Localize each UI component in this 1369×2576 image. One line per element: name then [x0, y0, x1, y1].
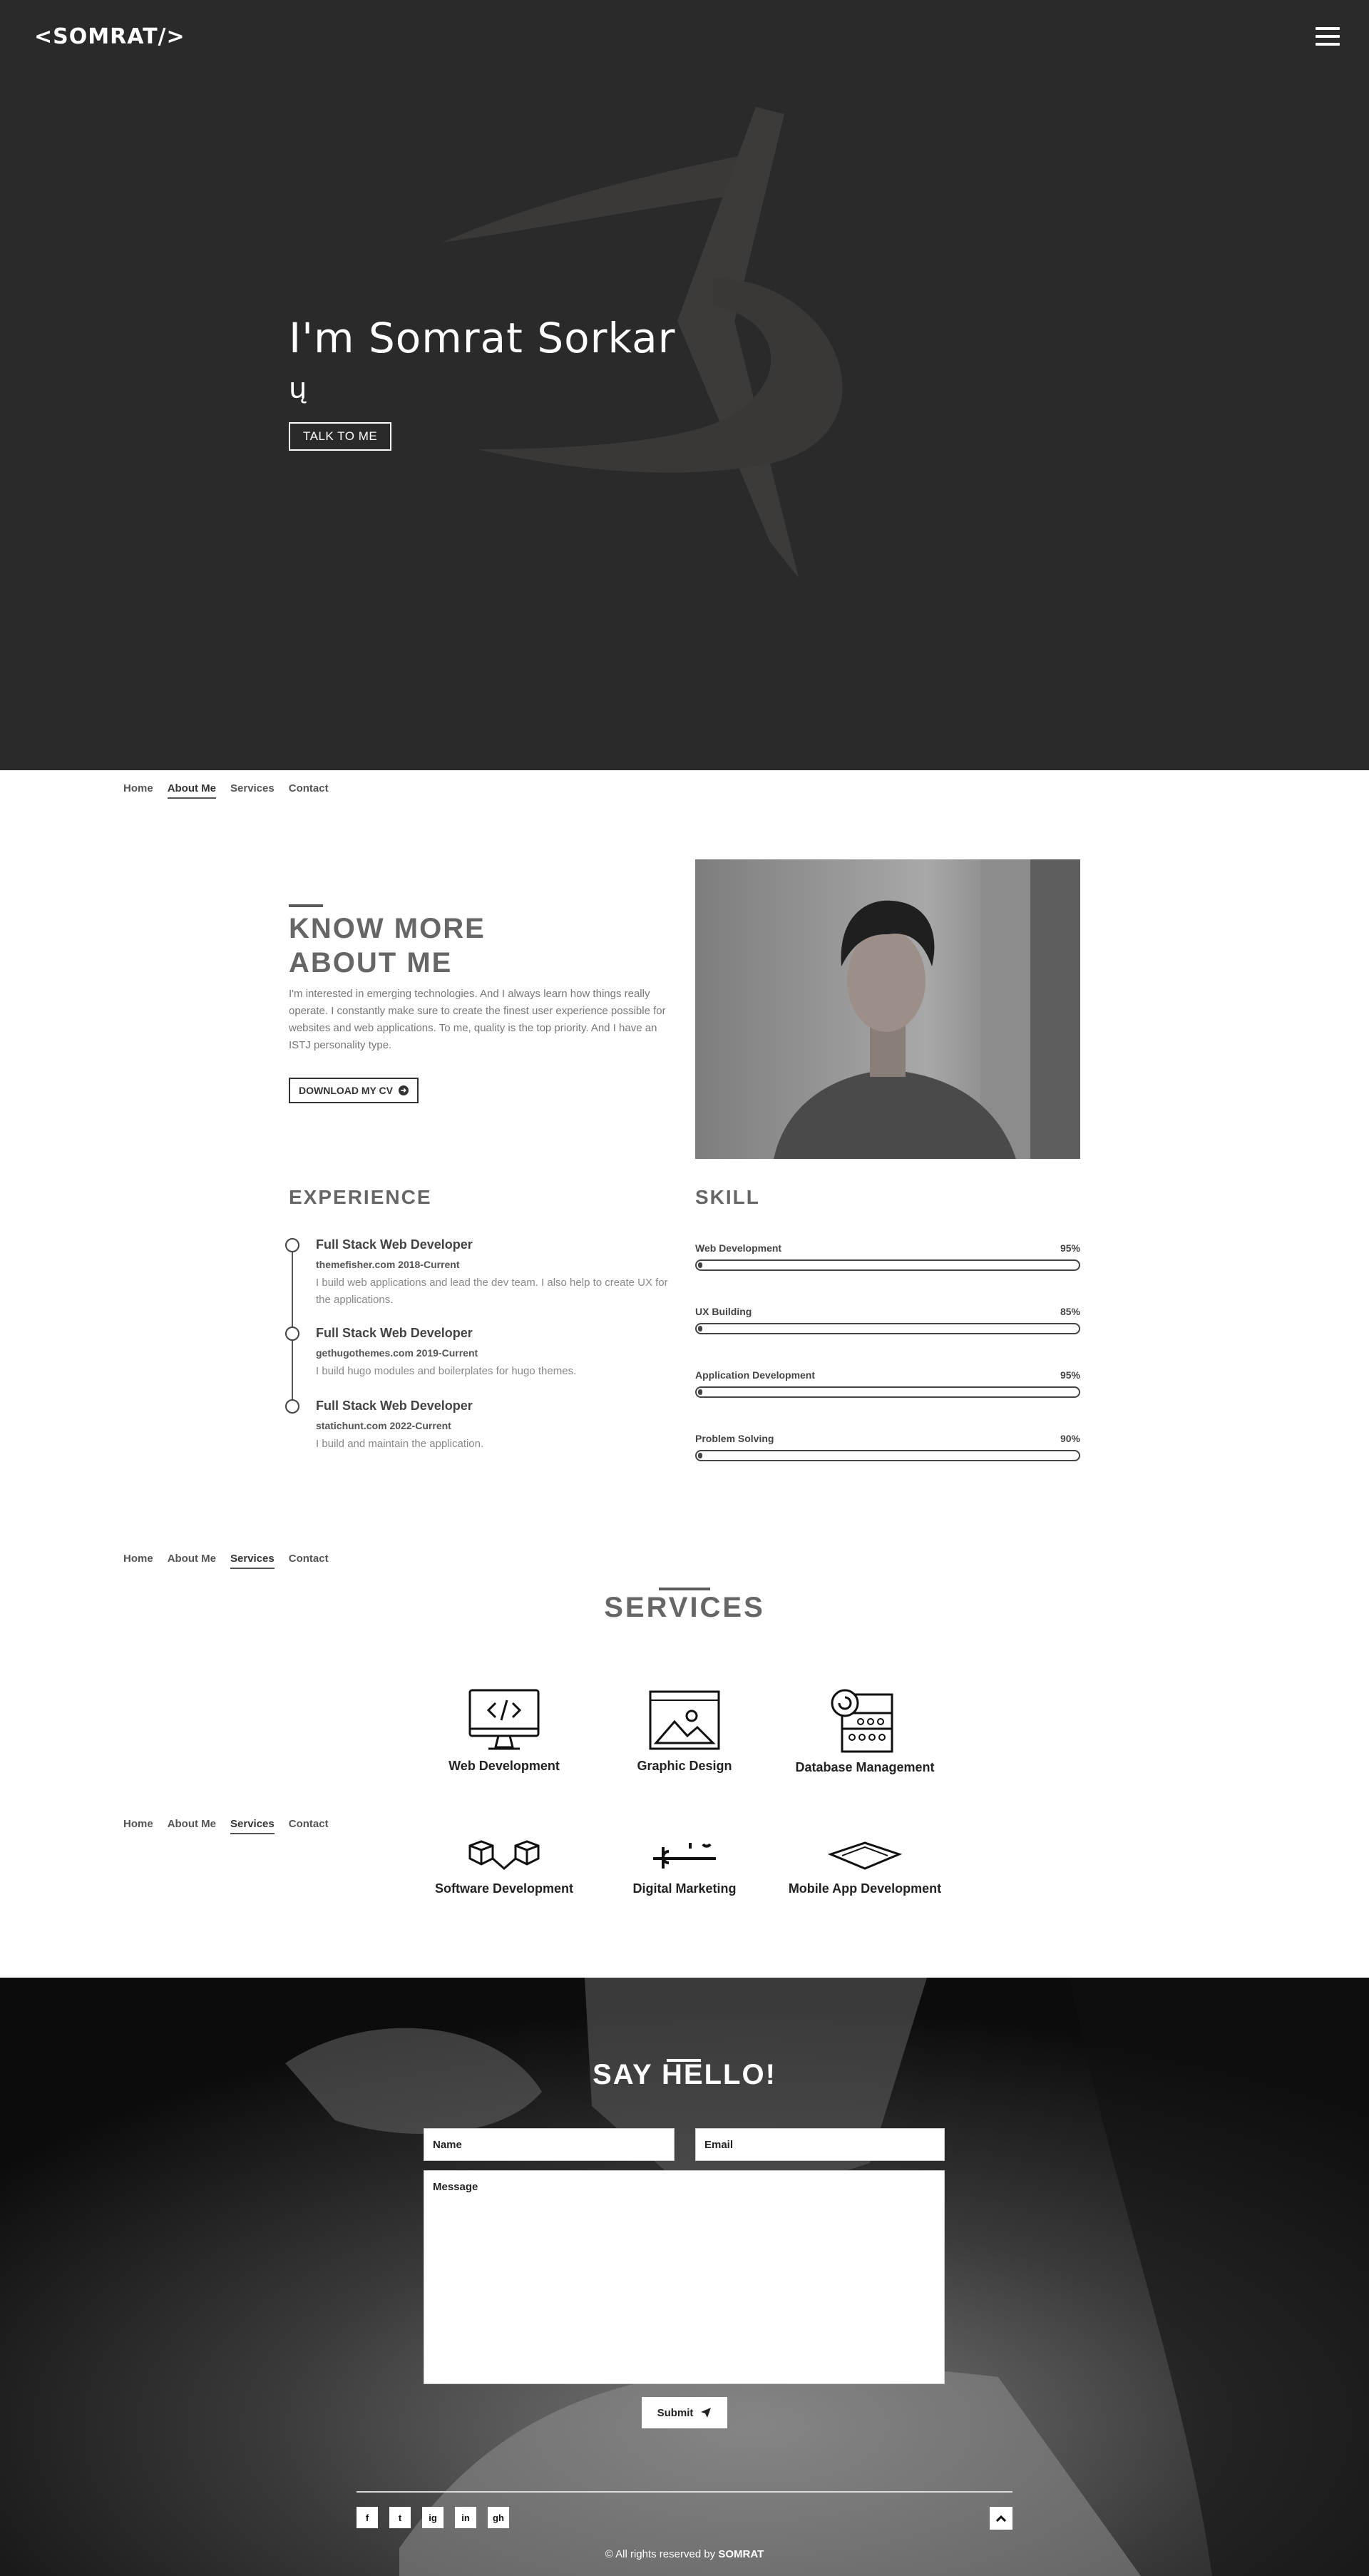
submit-button[interactable]: [642, 2397, 727, 2428]
skill-name: Application Development: [695, 1369, 816, 1381]
skill-progress-bar: [695, 1450, 1080, 1461]
instagram-icon[interactable]: ig: [422, 2507, 443, 2528]
github-icon[interactable]: gh: [488, 2507, 509, 2528]
skill-percent: 85%: [1060, 1306, 1080, 1317]
facebook-icon[interactable]: f: [357, 2507, 378, 2528]
nav-services[interactable]: Services: [230, 1818, 275, 1834]
footer-divider: [357, 2491, 1012, 2493]
arrow-circle-icon: ➜: [399, 1085, 409, 1095]
timeline-dot: [285, 1327, 299, 1341]
name-field[interactable]: Name: [424, 2128, 675, 2161]
chevron-up-icon: [996, 2515, 1006, 2522]
skill-progress-bar: [695, 1386, 1080, 1398]
nav-contact[interactable]: Contact: [288, 1553, 329, 1565]
skill-progress-fill: [698, 1389, 702, 1395]
service-digital-marketing[interactable]: [592, 1840, 777, 1896]
contact-title: SAY HELLO!: [593, 2059, 776, 2090]
message-field[interactable]: Message: [424, 2170, 945, 2384]
about-title-line1: KNOW MORE: [289, 913, 486, 944]
hero-logo-mark-icon: [399, 107, 898, 649]
nav-about[interactable]: About Me: [167, 1818, 217, 1830]
mobile-app-icon: [828, 1840, 902, 1876]
download-cv-label: DOWNLOAD MY CV: [299, 1085, 393, 1096]
section-nav-about: [123, 782, 329, 799]
about-title-line2: ABOUT ME: [289, 947, 453, 978]
menu-icon[interactable]: [1316, 27, 1340, 46]
nav-home[interactable]: Home: [123, 782, 153, 794]
copyright-text: © All rights reserved by: [605, 2548, 716, 2560]
linkedin-icon[interactable]: in: [455, 2507, 476, 2528]
section-nav-services-2: [123, 1818, 329, 1834]
twitter-icon[interactable]: t: [389, 2507, 411, 2528]
nav-services[interactable]: Services: [230, 782, 275, 794]
service-label: Database Management: [795, 1760, 935, 1774]
section-nav-services: [123, 1553, 329, 1569]
skill-title: SKILL: [695, 1186, 760, 1208]
paper-plane-icon: [700, 2407, 712, 2418]
service-mobile-app-development[interactable]: [772, 1840, 958, 1896]
experience-role: Full Stack Web Developer: [316, 1326, 473, 1340]
contact-section: [0, 1978, 1369, 2576]
skill-percent: 95%: [1060, 1242, 1080, 1254]
experience-org: themefisher.com 2018-Current: [316, 1259, 460, 1270]
monitor-code-icon: [467, 1689, 541, 1753]
skill-name: UX Building: [695, 1306, 752, 1317]
service-web-development[interactable]: [411, 1689, 597, 1774]
skill-progress-fill: [698, 1326, 702, 1332]
experience-desc: I build hugo modules and boilerplates for hugo themes.: [316, 1365, 577, 1377]
hero-section: [0, 0, 1369, 770]
experience-role: Full Stack Web Developer: [316, 1399, 473, 1413]
hero-title: I'm Somrat Sorkar: [289, 314, 676, 362]
experience-desc: I build web applications and lead the dev team. I also help to create UX for the applications.: [316, 1277, 668, 1306]
nav-about[interactable]: About Me: [168, 782, 216, 799]
nav-contact[interactable]: Contact: [288, 1818, 329, 1830]
experience-desc: I build and maintain the application.: [316, 1438, 484, 1450]
skill-progress-fill: [698, 1453, 702, 1458]
profile-photo: [695, 859, 1080, 1159]
profile-photo-image: [695, 859, 1080, 1159]
email-field[interactable]: Email: [695, 2128, 945, 2161]
experience-title: EXPERIENCE: [289, 1186, 432, 1208]
timeline-dot: [285, 1238, 299, 1252]
skill-percent: 90%: [1060, 1433, 1080, 1444]
service-label: Digital Marketing: [632, 1881, 737, 1896]
skill-name: Problem Solving: [695, 1433, 774, 1444]
copyright: [0, 2548, 1369, 2560]
service-label: Graphic Design: [637, 1759, 732, 1773]
service-graphic-design[interactable]: [592, 1689, 777, 1774]
nav-home[interactable]: Home: [123, 1553, 153, 1565]
nav-about[interactable]: About Me: [167, 1553, 217, 1565]
scroll-to-top-button[interactable]: [990, 2507, 1012, 2530]
services-title-dash: [659, 1588, 710, 1590]
nav-contact[interactable]: Contact: [288, 782, 329, 794]
skill-name: Web Development: [695, 1242, 782, 1254]
about-title: [289, 911, 486, 980]
experience-org: statichunt.com 2022-Current: [316, 1420, 451, 1431]
services-title: SERVICES: [604, 1592, 765, 1623]
experience-timeline: [289, 1237, 674, 1451]
site-logo[interactable]: <SOMRAT/>: [34, 24, 185, 49]
skill-progress-fill: [698, 1262, 702, 1268]
about-description: I'm interested in emerging technologies. And I always learn how things really operate. I constantly make sure to create the finest user experience possible for websites and web applications. To me, quality is the top priority. And I have an ISTJ personality type.: [289, 988, 666, 1051]
experience-org: gethugothemes.com 2019-Current: [316, 1347, 478, 1359]
nav-services[interactable]: Services: [230, 1553, 275, 1569]
social-links: [357, 2507, 509, 2528]
service-label: Web Development: [448, 1759, 560, 1773]
about-title-dash: [289, 904, 323, 907]
service-software-development[interactable]: [411, 1840, 597, 1896]
download-cv-button[interactable]: [289, 1078, 419, 1103]
service-database-management[interactable]: [772, 1689, 958, 1775]
database-server-icon: [828, 1689, 902, 1754]
cubes-icon: [467, 1840, 541, 1876]
skill-progress-bar: [695, 1323, 1080, 1334]
service-label: Software Development: [434, 1881, 574, 1896]
image-icon: [647, 1689, 722, 1753]
nav-home[interactable]: Home: [123, 1818, 153, 1830]
copyright-brand[interactable]: SOMRAT: [718, 2548, 764, 2560]
skill-percent: 95%: [1060, 1369, 1080, 1381]
submit-label: Submit: [657, 2406, 694, 2419]
hero-typed-text: ų: [289, 372, 307, 405]
service-label: Mobile App Development: [788, 1881, 942, 1896]
experience-role: Full Stack Web Developer: [316, 1237, 473, 1252]
timeline-dot: [285, 1399, 299, 1414]
talk-to-me-button[interactable]: TALK TO ME: [289, 422, 391, 451]
skill-progress-bar: [695, 1259, 1080, 1271]
marketing-icon: [647, 1840, 722, 1876]
